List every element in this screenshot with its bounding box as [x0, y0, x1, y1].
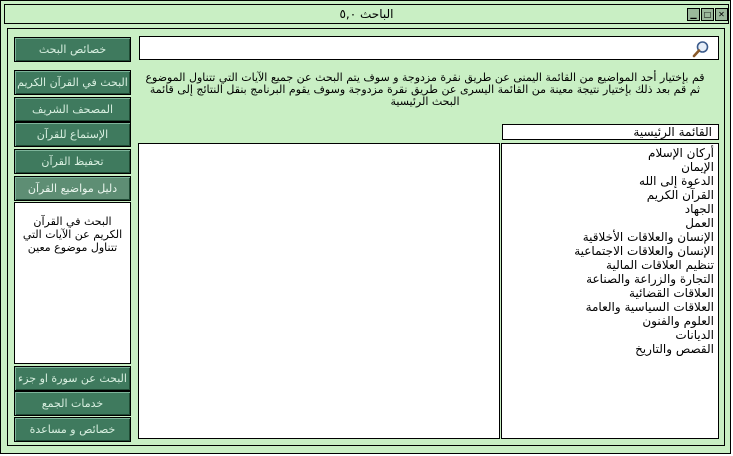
search-properties-button[interactable]: خصائص البحث: [14, 37, 131, 62]
list-item[interactable]: العلاقات السياسية والعامة: [585, 300, 714, 314]
sidebar-item-topics-guide[interactable]: دليل مواضيع القرآن: [14, 176, 131, 201]
main-list-header[interactable]: القائمة الرئيسية: [502, 124, 719, 140]
description-panel: [14, 202, 131, 364]
search-icon[interactable]: [692, 40, 710, 58]
list-item[interactable]: العلوم والفنون: [642, 314, 714, 328]
window-title: الباحث ٥,٠: [339, 7, 394, 21]
search-input[interactable]: [142, 39, 691, 59]
sidebar-item-surah-search[interactable]: البحث عن سورة او جزء: [14, 366, 131, 391]
list-item[interactable]: الإنسان والعلاقات الاجتماعية: [574, 244, 714, 258]
results-list-panel[interactable]: [138, 143, 500, 439]
title-bar: [4, 4, 729, 24]
list-item[interactable]: القرآن الكريم: [646, 188, 714, 202]
topics-list-panel: [501, 143, 719, 439]
search-box: [139, 36, 719, 60]
maximize-button[interactable]: □: [701, 8, 714, 21]
sidebar-item-memorize[interactable]: تحفيظ القرآن: [14, 149, 131, 174]
minimize-button[interactable]: ▁: [687, 8, 700, 21]
list-item[interactable]: الإنسان والعلاقات الأخلاقية: [582, 230, 714, 244]
sidebar-item-quran-search[interactable]: البحث في القرآن الكريم: [14, 70, 131, 95]
list-item[interactable]: التجارة والزراعة والصناعة: [586, 272, 714, 286]
list-item[interactable]: القصص والتاريخ: [635, 342, 714, 356]
list-item[interactable]: الإيمان: [681, 160, 714, 174]
sidebar-item-help[interactable]: خصائص و مساعدة: [14, 417, 131, 442]
sidebar-item-collection-services[interactable]: خدمات الجمع: [14, 391, 131, 416]
instructions-text: قم بإختيار أحد المواضيع من القائمة اليمنى عن طريق نقرة مزدوجة و سوف يتم البحث عن جميع الآيات التي تتناول الموضوع ثم قم بعد ذلك بإختيار نتيجة معينة من القائمة اليسرى عن طريق نقرة مزدوجة وسوف يقوم البرنامج بنقل النتائج إلى قائمة البحث الرئيسية: [145, 71, 705, 108]
sidebar-item-listen[interactable]: الإستماع للقرآن: [14, 122, 131, 147]
list-item[interactable]: أركان الإسلام: [648, 146, 714, 160]
close-button[interactable]: ✕: [715, 8, 728, 21]
description-text: البحث في القرآن الكريم عن الآيات التي تتناول موضوع معين: [22, 215, 123, 254]
list-item[interactable]: العمل: [685, 216, 714, 230]
list-item[interactable]: العلاقات القضائية: [629, 286, 714, 300]
list-item[interactable]: الديانات: [675, 328, 714, 342]
list-item[interactable]: الدعوة إلى الله: [639, 174, 714, 188]
list-item[interactable]: الجهاد: [684, 202, 714, 216]
sidebar-item-mushaf[interactable]: المصحف الشريف: [14, 97, 131, 122]
list-item[interactable]: تنظيم العلاقات المالية: [606, 258, 714, 272]
